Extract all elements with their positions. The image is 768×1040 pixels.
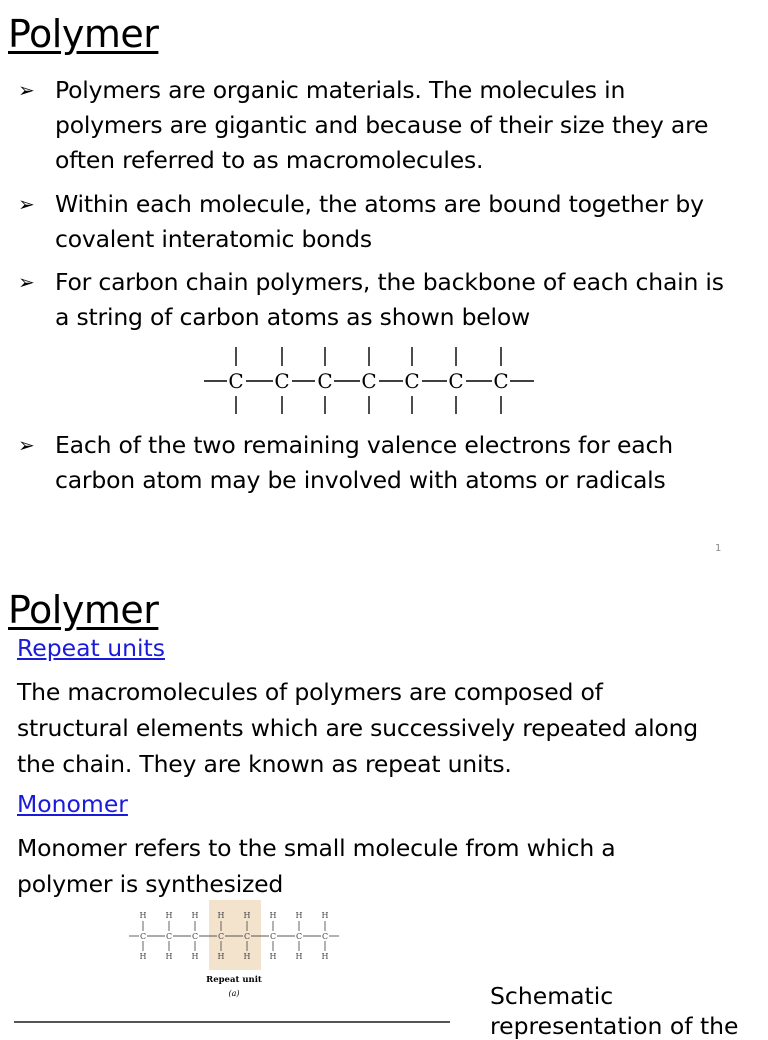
monomer-link[interactable]: Monomer bbox=[17, 790, 128, 818]
bullet-line: For carbon chain polymers, the backbone of each chain is bbox=[55, 268, 724, 296]
hydrogen-atom: H bbox=[321, 952, 329, 961]
carbon-chain-figure bbox=[200, 342, 540, 418]
repeat-units-link[interactable]: Repeat units bbox=[17, 634, 165, 662]
hydrogen-atom: H bbox=[139, 952, 147, 961]
paragraph-line: The macromolecules of polymers are composed of bbox=[17, 678, 603, 706]
bullet-line: Within each molecule, the atoms are bound together by bbox=[55, 190, 704, 218]
carbon-atom: C bbox=[139, 932, 147, 941]
cropped-divider bbox=[14, 1021, 450, 1023]
bullet-line: Each of the two remaining valence electrons for each bbox=[55, 431, 673, 459]
hydrogen-atom: H bbox=[269, 952, 277, 961]
hydrogen-atom: H bbox=[243, 911, 251, 920]
figure-sublabel: (a) bbox=[228, 989, 240, 998]
paragraph-line: structural elements which are successively repeated along bbox=[17, 714, 699, 742]
carbon-atom: C bbox=[493, 369, 509, 393]
arrow-bullet-icon: ➢ bbox=[18, 270, 35, 294]
carbon-atom: C bbox=[295, 932, 303, 941]
hydrogen-atom: H bbox=[191, 952, 199, 961]
repeat-unit-figure bbox=[125, 900, 345, 1004]
hydrogen-atom: H bbox=[165, 952, 173, 961]
monomer-paragraph bbox=[17, 830, 757, 902]
paragraph-line: polymer is synthesized bbox=[17, 870, 284, 898]
carbon-atom: C bbox=[317, 369, 333, 393]
hydrogen-atom: H bbox=[269, 911, 277, 920]
carbon-atom: C bbox=[191, 932, 199, 941]
carbon-atom: C bbox=[321, 932, 329, 941]
hydrogen-atom: H bbox=[295, 911, 303, 920]
carbon-atom: C bbox=[269, 932, 277, 941]
carbon-atom: C bbox=[404, 369, 420, 393]
hydrogen-atom: H bbox=[321, 911, 329, 920]
repeat-units-paragraph bbox=[17, 674, 757, 782]
bullet-line: polymers are gigantic and because of their size they are bbox=[55, 111, 709, 139]
figure-label: Repeat unit bbox=[206, 975, 262, 985]
carbon-atom: C bbox=[243, 932, 251, 941]
bullet-text bbox=[55, 265, 760, 335]
bullet-line: Polymers are organic materials. The molecules in bbox=[55, 76, 626, 104]
hydrogen-atom: H bbox=[295, 952, 303, 961]
hydrogen-atom: H bbox=[165, 911, 173, 920]
slide-title: Polymer bbox=[8, 12, 159, 56]
bullet-text bbox=[55, 187, 760, 257]
carbon-atom: C bbox=[361, 369, 377, 393]
hydrogen-atom: H bbox=[243, 952, 251, 961]
carbon-atom: C bbox=[165, 932, 173, 941]
carbon-atom: C bbox=[274, 369, 290, 393]
arrow-bullet-icon: ➢ bbox=[18, 78, 35, 102]
bullet-line: a string of carbon atoms as shown below bbox=[55, 303, 531, 331]
bullet-line: often referred to as macromolecules. bbox=[55, 146, 484, 174]
figure-caption: Schematic bbox=[490, 982, 614, 1010]
hydrogen-atom: H bbox=[217, 952, 225, 961]
arrow-bullet-icon: ➢ bbox=[18, 192, 35, 216]
arrow-bullet-icon: ➢ bbox=[18, 433, 35, 457]
paragraph-line: the chain. They are known as repeat units. bbox=[17, 750, 512, 778]
slide-2 bbox=[0, 570, 768, 1024]
figure-caption-continued: representation of the bbox=[490, 1012, 739, 1040]
slide-title: Polymer bbox=[8, 588, 159, 632]
bullet-text bbox=[55, 428, 760, 498]
bullet-line: covalent interatomic bonds bbox=[55, 225, 372, 253]
bullet-line: carbon atom may be involved with atoms or radicals bbox=[55, 466, 666, 494]
carbon-atom: C bbox=[217, 932, 225, 941]
hydrogen-atom: H bbox=[191, 911, 199, 920]
hydrogen-atom: H bbox=[217, 911, 225, 920]
page-number: 1 bbox=[715, 543, 722, 554]
carbon-atom: C bbox=[448, 369, 464, 393]
paragraph-line: Monomer refers to the small molecule from which a bbox=[17, 834, 616, 862]
hydrogen-atom: H bbox=[139, 911, 147, 920]
carbon-atom: C bbox=[228, 369, 244, 393]
bullet-text bbox=[55, 73, 760, 178]
